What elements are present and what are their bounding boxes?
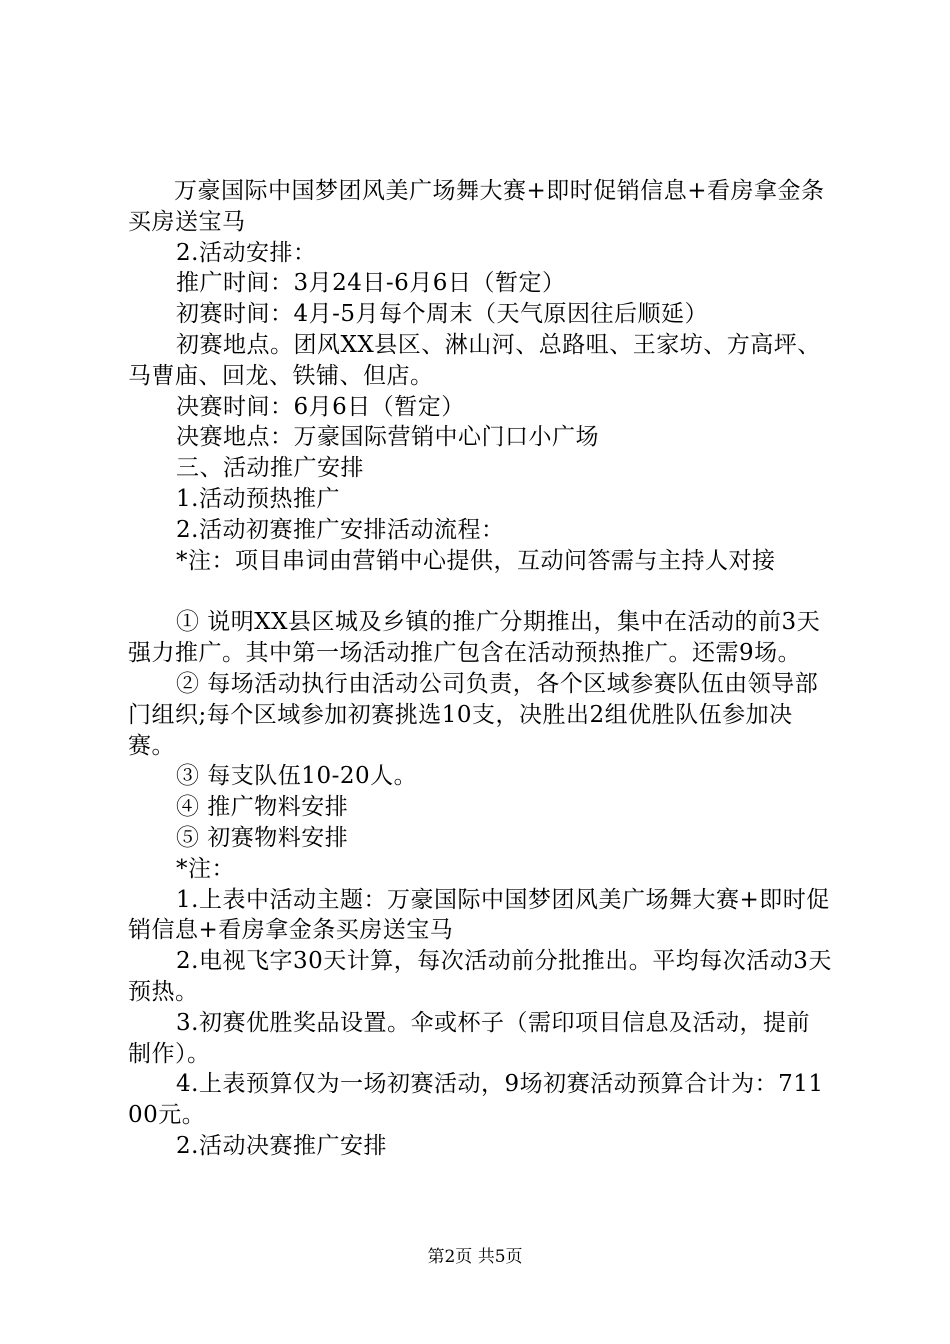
page-footer [0, 1242, 950, 1267]
document-body [128, 176, 833, 1162]
paragraph-note-2: 2.电视飞字30天计算，每次活动前分批推出。平均每次活动3天预热。 [128, 948, 832, 1005]
paragraph-promotion-time: 推广时间：3月24日-6月6日（暂定） [176, 270, 566, 297]
paragraph-item-4: ④ 推广物料安排 [176, 794, 349, 821]
page-number: 第2页 共5页 [427, 1247, 523, 1267]
paragraph-warmup-promotion: 1.活动预热推广 [176, 485, 340, 512]
section-heading-promotion: 三、活动推广安排 [176, 455, 364, 482]
paragraph-item-5: ⑤ 初赛物料安排 [176, 824, 349, 851]
paragraph-note-host: *注：项目串词由营销中心提供，互动问答需与主持人对接 [176, 547, 776, 574]
paragraph-note-4: 4.上表预算仅为一场初赛活动，9场初赛活动预算合计为：71100元。 [128, 1071, 824, 1129]
paragraph-preliminary-time: 初赛时间：4月-5月每个周末（天气原因往后顺延） [176, 301, 709, 328]
paragraph-final-time: 决赛时间：6月6日（暂定） [176, 393, 465, 420]
paragraph-activity-arrangement: 2.活动安排： [176, 239, 317, 266]
paragraph-final-promotion: 2.活动决赛推广安排 [176, 1132, 387, 1159]
blank-line [128, 576, 833, 607]
paragraph-preliminary-location: 初赛地点。团风XX县区、淋山河、总路咀、王家坊、方高坪、马曹庙、回龙、铁铺、但店。 [128, 331, 821, 389]
paragraph-final-location: 决赛地点：万豪国际营销中心门口小广场 [176, 424, 599, 451]
paragraph-note-3: 3.初赛优胜奖品设置。伞或杯子（需印项目信息及活动，提前制作）。 [128, 1009, 810, 1067]
paragraph-item-3: ③ 每支队伍10-20人。 [176, 763, 418, 790]
paragraph-note-label: *注： [176, 855, 235, 882]
paragraph-item-2: ② 每场活动执行由活动公司负责，各个区域参赛队伍由领导部门组织;每个区域参加初赛挑选10支，决胜出2组优胜队伍参加决赛。 [128, 670, 819, 759]
paragraph-note-1: 1.上表中活动主题：万豪国际中国梦团风美广场舞大赛+即时促销信息+看房拿金条买房送宝马 [128, 886, 830, 944]
paragraph-item-1: ① 说明XX县区城及乡镇的推广分期推出，集中在活动的前3天强力推广。其中第一场活动推广包含在活动预热推广。还需9场。 [128, 609, 821, 667]
paragraph-theme: 万豪国际中国梦团风美广场舞大赛+即时促销信息+看房拿金条买房送宝马 [128, 178, 825, 235]
paragraph-preliminary-promotion: 2.活动初赛推广安排活动流程： [176, 516, 505, 543]
